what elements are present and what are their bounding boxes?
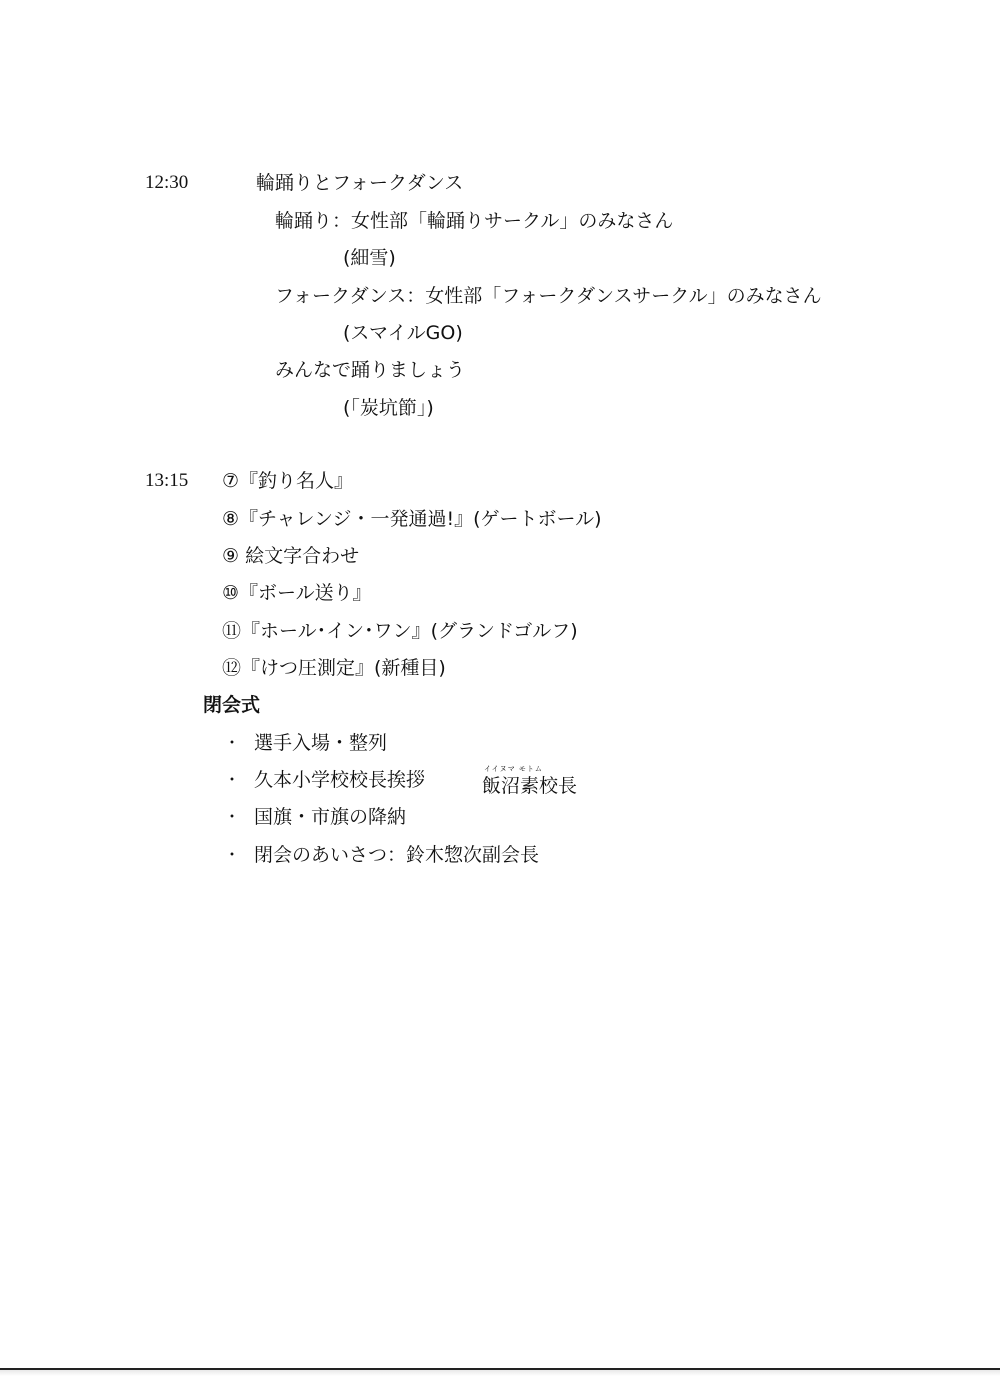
principal-name-reading: イイヌマ モトム <box>484 765 543 773</box>
closing-item-closing-remarks: 閉会のあいさつ：鈴木惣次副会長 <box>254 844 540 866</box>
event-item-10: ⑩『ボール送り』 <box>222 582 372 604</box>
event-item-8: ⑧『チャレンジ・一発通過!』(ゲートボール) <box>222 508 602 530</box>
closing-item-entrance: 選手入場・整列 <box>254 732 388 754</box>
program-line-smile-go: (スマイルGO) <box>343 322 463 344</box>
closing-bullet-4: ・ <box>224 845 241 864</box>
program-line-tankobushi: (「炭坑節」) <box>343 397 434 419</box>
event-item-11: ⑪『ホール･イン･ワン』(グランドゴルフ) <box>222 620 578 642</box>
principal-name: 飯沼素校長 <box>482 775 578 797</box>
program-line-everyone-dance: みんなで踊りましょう <box>275 359 466 381</box>
closing-bullet-2: ・ <box>224 770 241 789</box>
time-1315: 13:15 <box>145 470 189 491</box>
event-item-7: ⑦『釣り名人』 <box>222 470 354 492</box>
closing-heading: 閉会式 <box>203 694 261 716</box>
program-title-dance: 輪踊りとフォークダンス <box>256 172 464 194</box>
scan-edge-shadow <box>0 1370 1000 1376</box>
program-line-sasameyuki: (細雪) <box>343 247 396 269</box>
closing-bullet-1: ・ <box>224 733 241 752</box>
closing-bullet-3: ・ <box>224 807 241 826</box>
event-item-9: ⑨ 絵文字合わせ <box>222 545 360 567</box>
closing-item-flag-lowering: 国旗・市旗の降納 <box>254 806 407 828</box>
closing-item-principal-greeting: 久本小学校校長挨拶 <box>254 769 426 791</box>
program-line-folk-dance: フォークダンス：女性部「フォークダンスサークル」のみなさん <box>275 285 822 307</box>
time-1230: 12:30 <box>145 172 189 193</box>
event-item-12: ⑫『けつ圧測定』(新種目) <box>222 657 446 679</box>
program-line-wa-odori: 輪踊り：女性部「輪踊りサークル」のみなさん <box>275 210 674 232</box>
